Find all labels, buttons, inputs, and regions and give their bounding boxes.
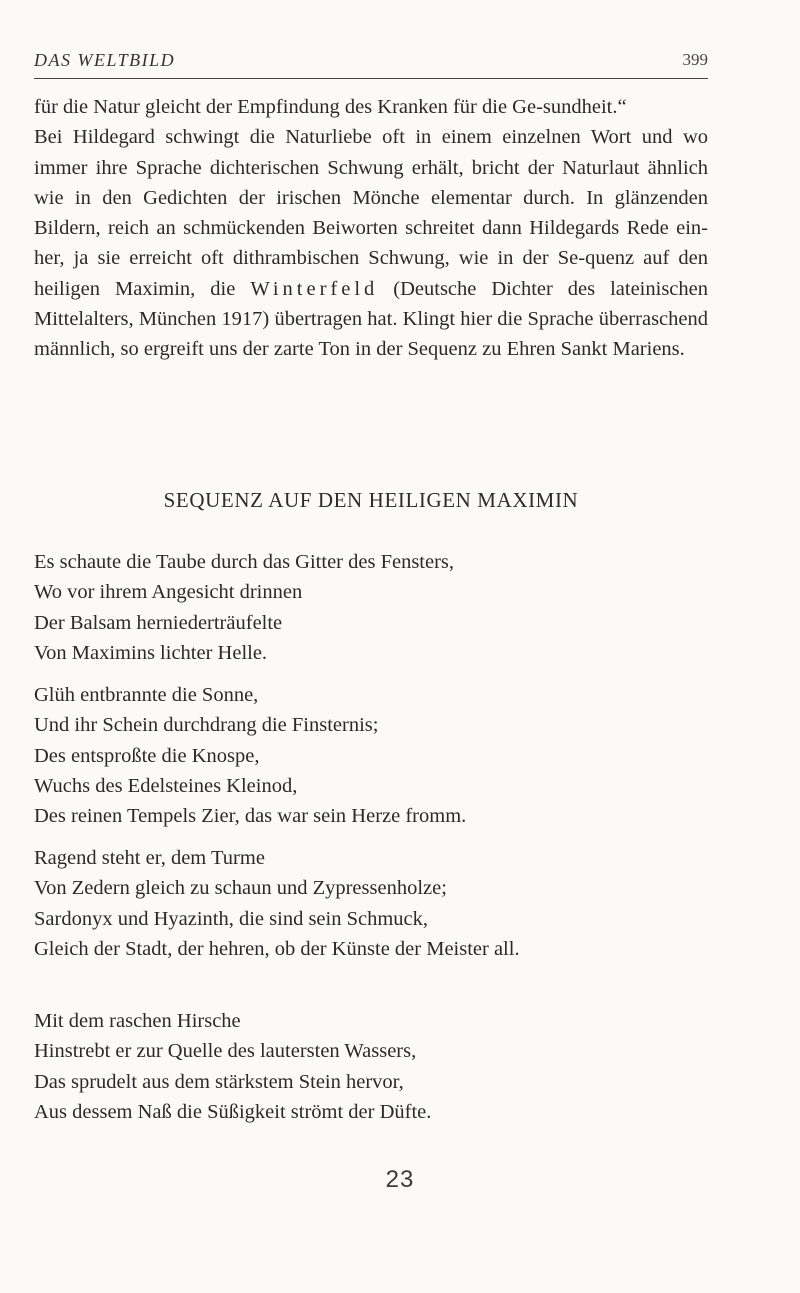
page-number: 399	[682, 50, 708, 69]
paragraph-1: für die Natur gleicht der Empfindung des Kranken für die Ge-sundheit.“	[34, 96, 627, 118]
poem-line: Wuchs des Edelsteines Kleinod,	[34, 774, 298, 797]
signature-mark: 23	[385, 1166, 415, 1193]
poem-line: Hinstrebt er zur Quelle des lautersten Wassers,	[34, 1040, 417, 1063]
paragraph-2-part-1: Bei Hildegard schwingt die Naturliebe oft in einem einzelnen Wort und wo immer ihre Sprache dichterischen Schwung erhält, bricht der Naturlaut ähnlich wie in den Gedichten der irischen Mönche elementar durch. In glänzenden Bildern, reich an schmückenden Beiworten schreitet dann Hildegards Rede ein-her, ja sie erreicht oft dithrambischen Schwung, wie in der Se-quenz auf den heiligen Maximin, die	[34, 126, 708, 300]
running-title: DAS WELTBILD	[34, 50, 176, 70]
poem-line: Glüh entbrannte die Sonne,	[34, 684, 259, 706]
poem-line: Wo vor ihrem Angesicht drinnen	[34, 581, 303, 604]
intro-text	[34, 92, 708, 365]
poem-line: Und ihr Schein durchdrang die Finsternis;	[34, 714, 379, 737]
poem-line: Das sprudelt aus dem stärkstem Stein hervor,	[34, 1070, 404, 1093]
poem-line: Des reinen Tempels Zier, das war sein Herze fromm.	[34, 805, 467, 828]
poem-line: Ragend steht er, dem Turme	[34, 847, 265, 869]
poem-line: Von Zedern gleich zu schaun und Zypressenholze;	[34, 877, 447, 900]
stanza-3	[34, 843, 708, 964]
stanza-2	[34, 680, 708, 831]
poem-line: Von Maximins lichter Helle.	[34, 641, 268, 664]
author-name-spaced: Winterfeld	[250, 277, 379, 300]
poem-line: Sardonyx und Hyazinth, die sind sein Schmuck,	[34, 907, 429, 930]
poem-line: Der Balsam herniederträufelte	[34, 611, 283, 634]
poem-line: Aus dessem Naß die Süßigkeit strömt der Düfte.	[34, 1100, 432, 1123]
paragraph-2	[34, 122, 708, 364]
paragraph-2-part-2: (Deutsche Dichter des lateinischen Mittelalters, München 1917) übertragen hat. Klingt hier die Sprache überraschend männlich, so ergreift uns der zarte Ton in der Sequenz zu Ehren Sankt Mariens.	[34, 277, 709, 361]
poem-line: Mit dem raschen Hirsche	[34, 1010, 241, 1032]
running-head	[34, 50, 708, 79]
poem-line: Es schaute die Taube durch das Gitter des Fensters,	[34, 551, 455, 573]
poem-line: Des entsproßte die Knospe,	[34, 744, 260, 767]
stanza-1	[34, 547, 708, 668]
stanza-4	[34, 1006, 708, 1127]
poem-line: Gleich der Stadt, der hehren, ob der Künste der Meister all.	[34, 937, 520, 960]
poem-title: SEQUENZ AUF DEN HEILIGEN MAXIMIN	[163, 488, 579, 512]
